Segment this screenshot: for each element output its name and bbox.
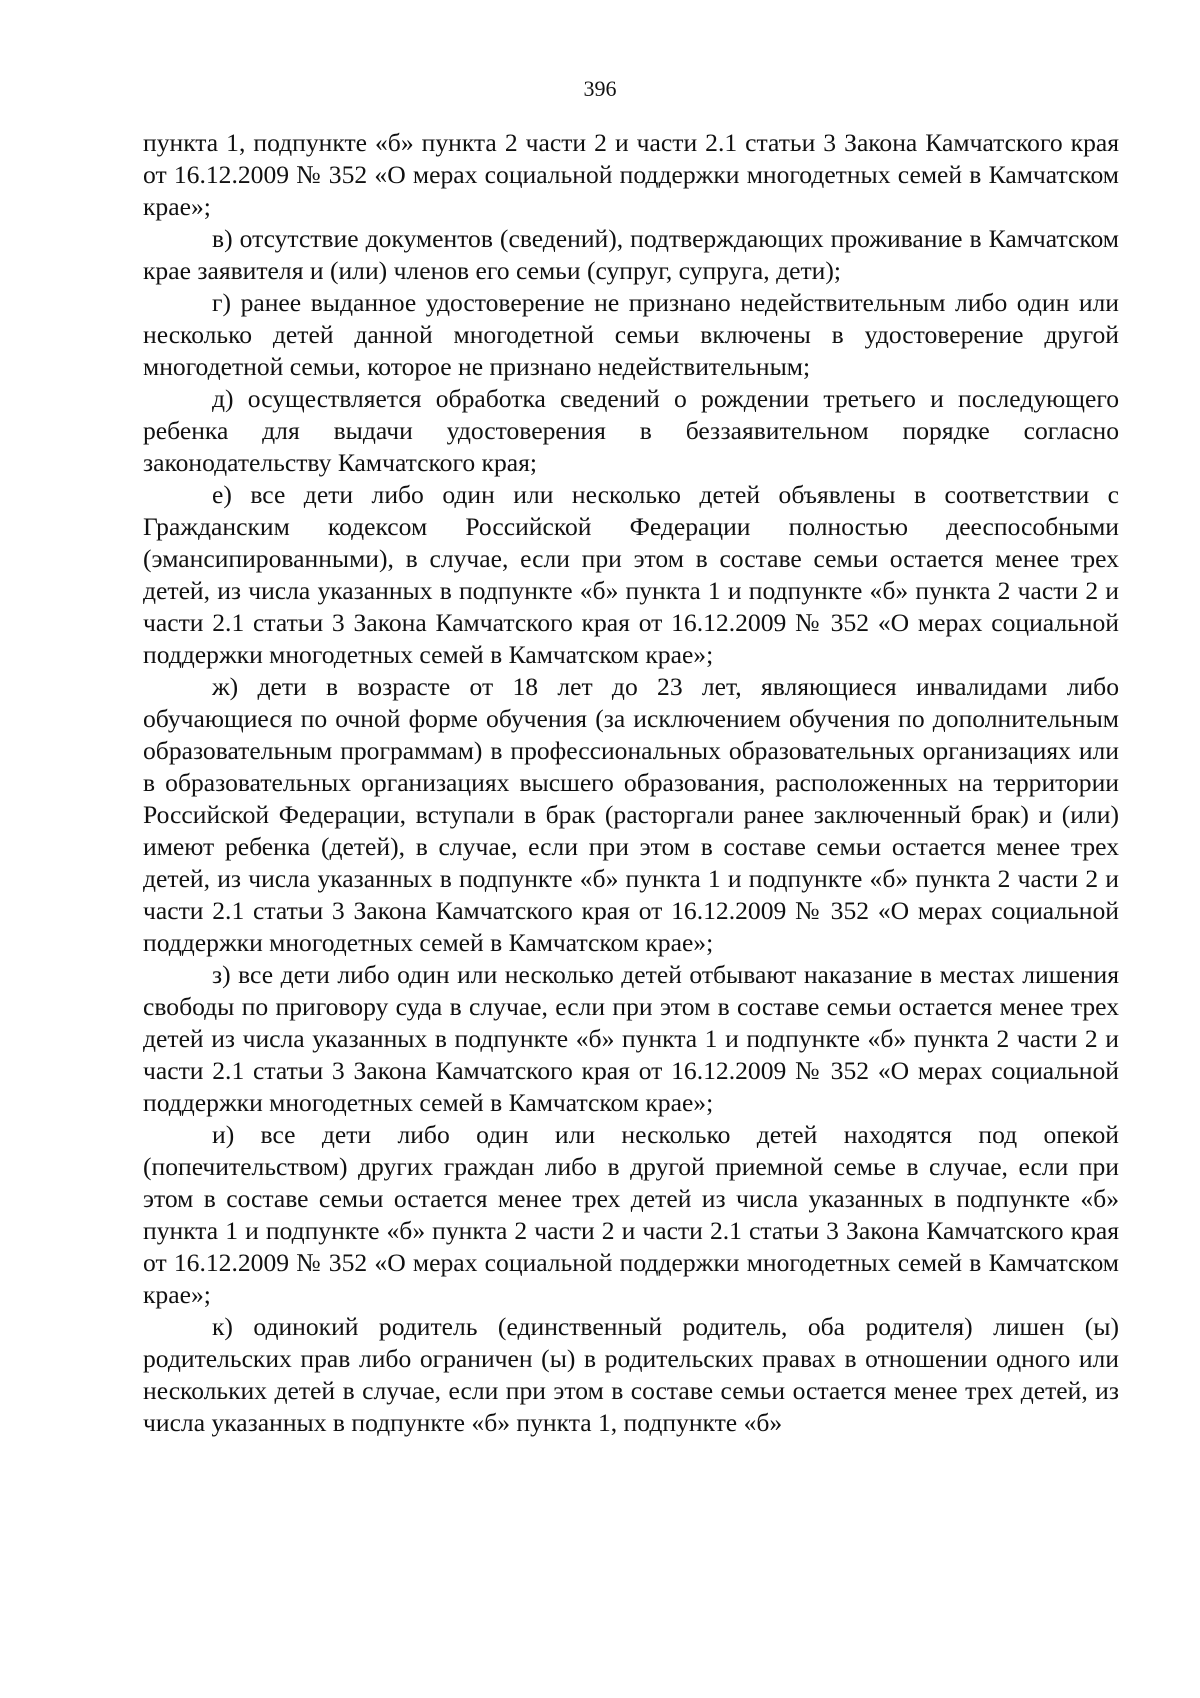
paragraph-continuation: пункта 1, подпункте «б» пункта 2 части 2 и части 2.1 статьи 3 Закона Камчатского края от 16.12.2009 № 352 «О мерах социальной поддержки многодетных семей в Камчатском крае»; (143, 128, 1119, 221)
document-body (143, 127, 1119, 1439)
paragraph-item-g: г) ранее выданное удостоверение не признано недействительным либо один или несколько детей данной многодетной семьи включены в удостоверение другой многодетной семьи, которое не признано недействительным; (143, 288, 1119, 381)
paragraph-item-zh: ж) дети в возрасте от 18 лет до 23 лет, являющиеся инвалидами либо обучающиеся по очной форме обучения (за исключением обучения по дополнительным образовательным программам) в профессиональных образовательных организациях или в образовательных организациях высшего образования, расположенных на территории Российской Федерации, вступали в брак (расторгали ранее заключенный брак) и (или) имеют ребенка (детей), в случае, если при этом в составе семьи остается менее трех детей, из числа указанных в подпункте «б» пункта 1 и подпункте «б» пункта 2 части 2 и части 2.1 статьи 3 Закона Камчатского края от 16.12.2009 № 352 «О мерах социальной поддержки многодетных семей в Камчатском крае»; (143, 672, 1119, 957)
paragraph-item-z: з) все дети либо один или несколько детей отбывают наказание в местах лишения свободы по приговору суда в случае, если при этом в составе семьи остается менее трех детей из числа указанных в подпункте «б» пункта 1 и подпункте «б» пункта 2 части 2 и части 2.1 статьи 3 Закона Камчатского края от 16.12.2009 № 352 «О мерах социальной поддержки многодетных семей в Камчатском крае»; (143, 960, 1119, 1117)
paragraph-item-d: д) осуществляется обработка сведений о рождении третьего и последующего ребенка для выдачи удостоверения в беззаявительном порядке согласно законодательству Камчатского края; (143, 384, 1119, 477)
paragraph-item-e: е) все дети либо один или несколько детей объявлены в соответствии с Гражданским кодексом Российской Федерации полностью дееспособными (эмансипированными), в случае, если при этом в составе семьи остается менее трех детей, из числа указанных в подпункте «б» пункта 1 и подпункте «б» пункта 2 части 2 и части 2.1 статьи 3 Закона Камчатского края от 16.12.2009 № 352 «О мерах социальной поддержки многодетных семей в Камчатском крае»; (143, 480, 1119, 669)
paragraph-item-i: и) все дети либо один или несколько детей находятся под опекой (попечительством) других граждан либо в другой приемной семье в случае, если при этом в составе семьи остается менее трех детей из числа указанных в подпункте «б» пункта 1 и подпункте «б» пункта 2 части 2 и части 2.1 статьи 3 Закона Камчатского края от 16.12.2009 № 352 «О мерах социальной поддержки многодетных семей в Камчатском крае»; (143, 1120, 1119, 1309)
paragraph-item-v: в) отсутствие документов (сведений), подтверждающих проживание в Камчатском крае заявителя и (или) членов его семьи (супруг, супруга, дети); (143, 224, 1119, 285)
paragraph-item-k: к) одинокий родитель (единственный родитель, оба родителя) лишен (ы) родительских прав либо ограничен (ы) в родительских правах в отношении одного или нескольких детей в случае, если при этом в составе семьи остается менее трех детей, из числа указанных в подпункте «б» пункта 1, подпункте «б» (143, 1312, 1119, 1437)
page-number: 396 (583, 76, 617, 101)
